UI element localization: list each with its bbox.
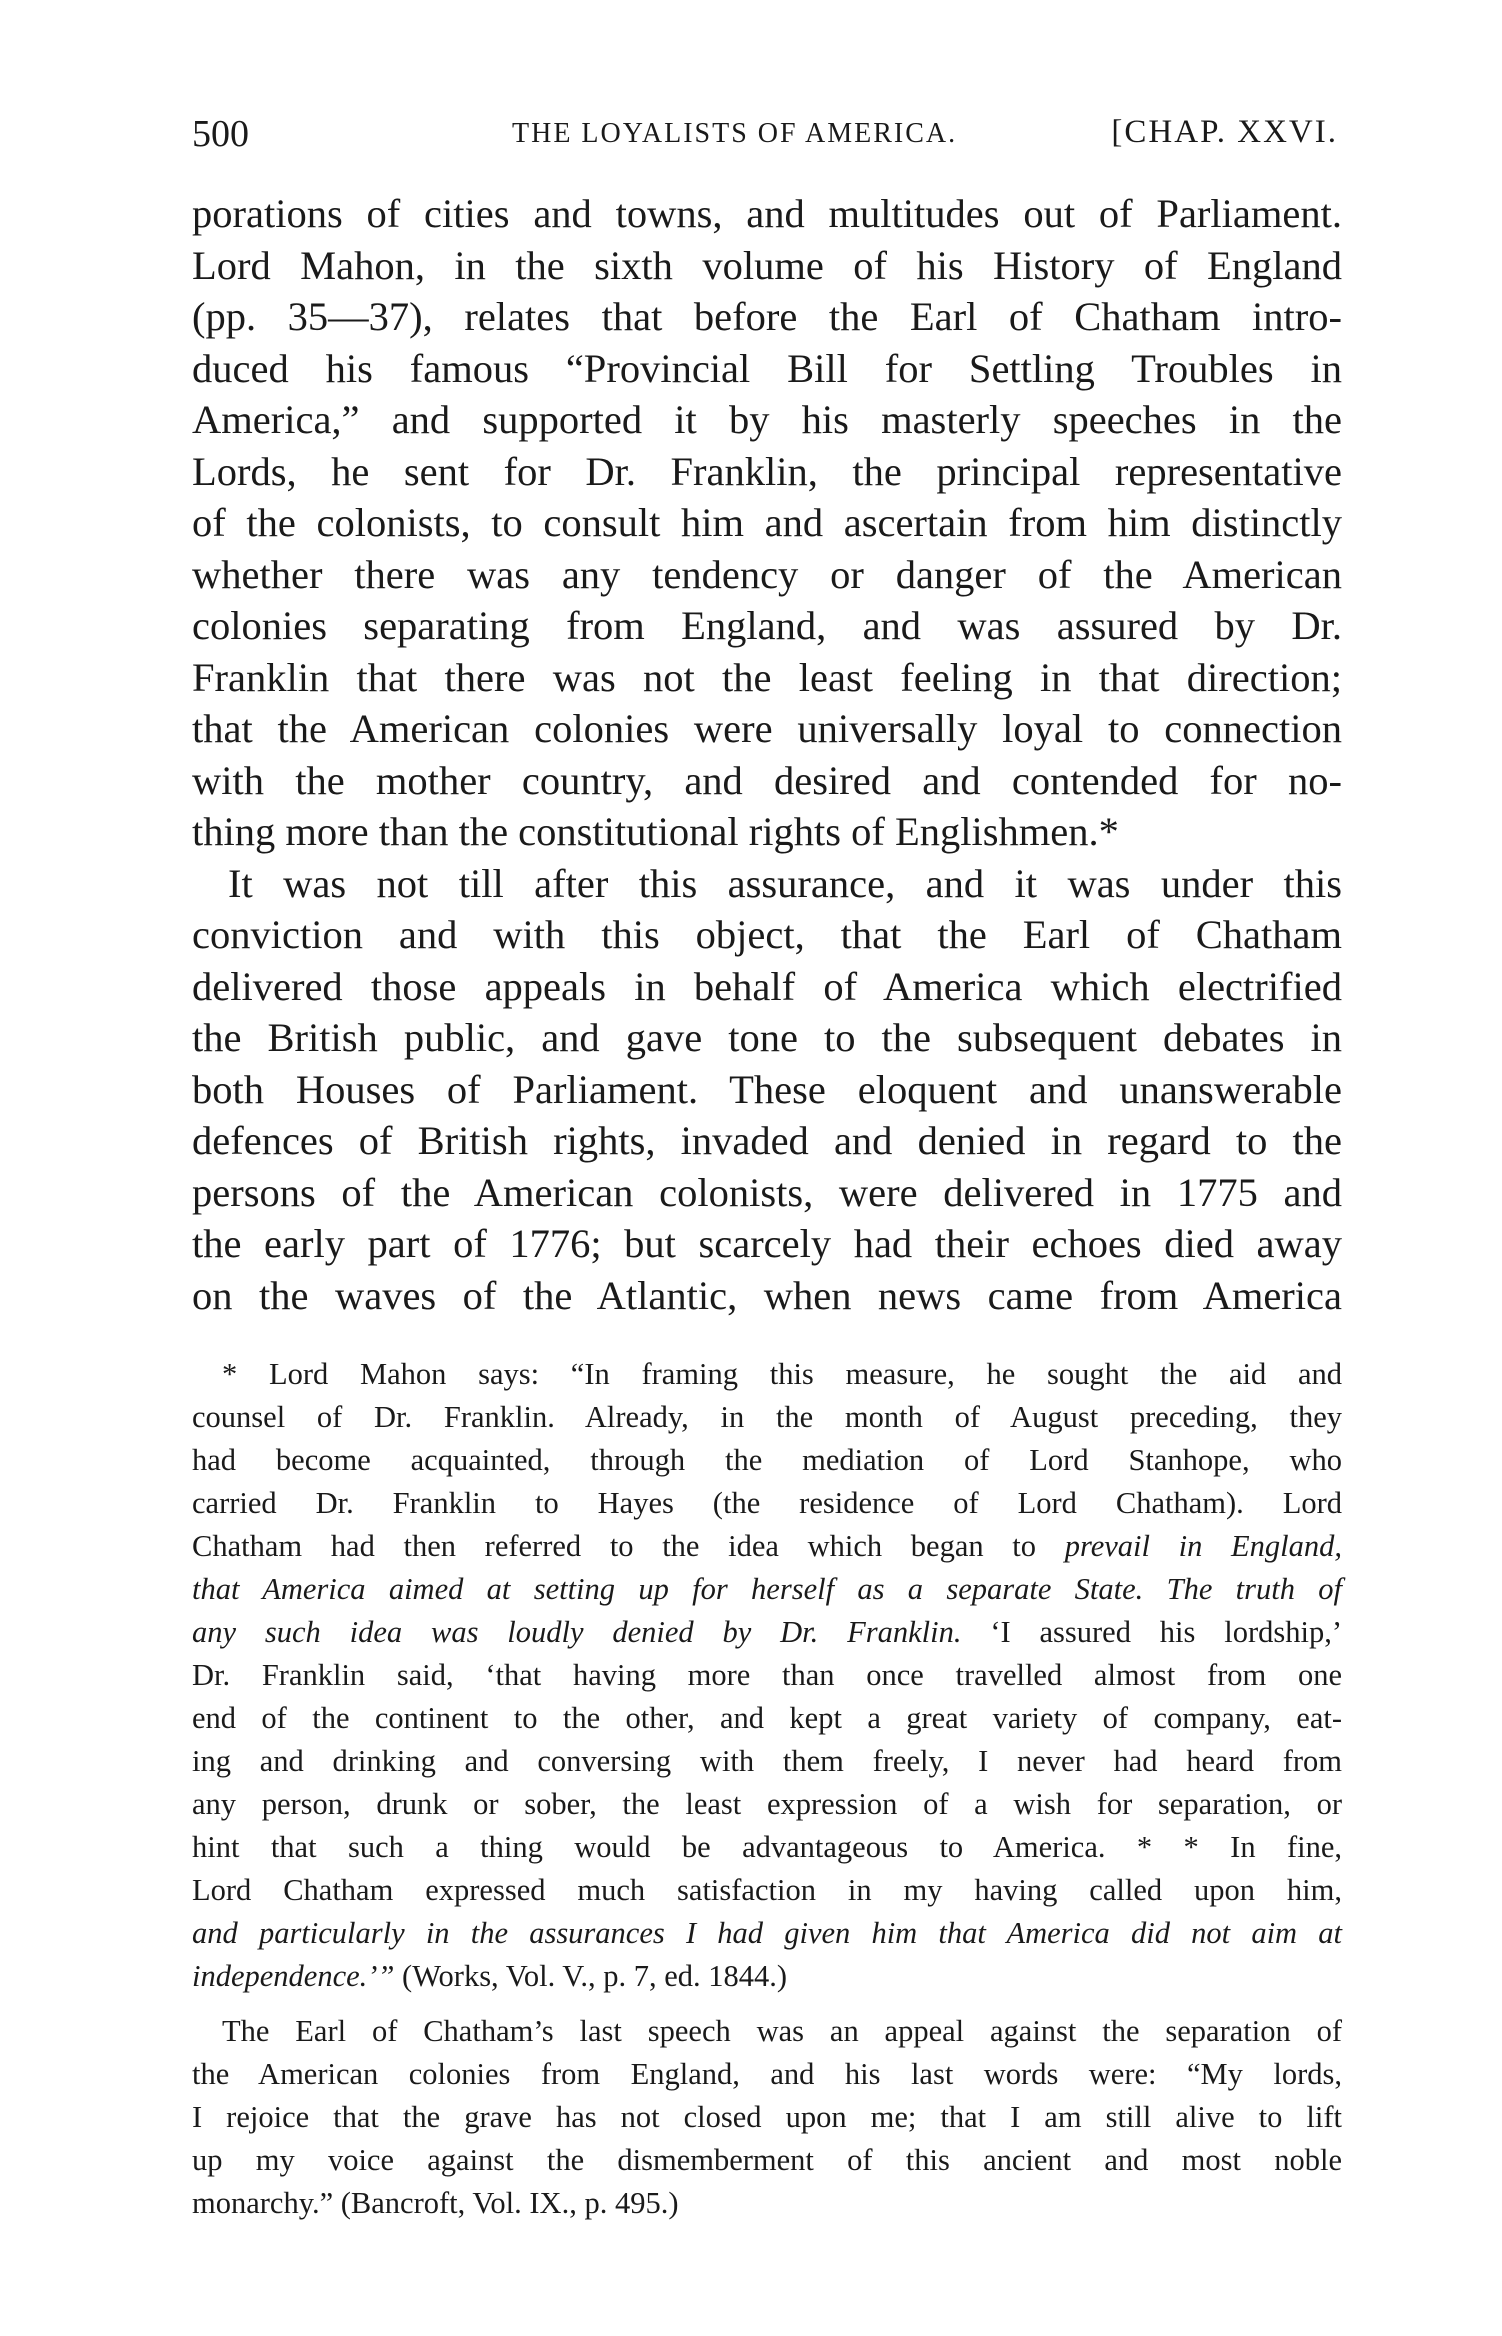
page-number: 500 xyxy=(192,113,249,155)
text-line: It was not till after this assurance, and it was under this xyxy=(228,860,1342,906)
footnote-line: Dr. Franklin said, ‘that having more than once travelled almost from one xyxy=(192,1658,1342,1692)
footnote-line: Lord Chatham expressed much satisfaction in my having called upon him, xyxy=(192,1873,1342,1907)
page-header xyxy=(192,112,1342,164)
text-line: conviction and with this object, that the Earl of Chatham xyxy=(192,912,1342,957)
text-line: Franklin that there was not the least feeling in that direction; xyxy=(192,654,1342,700)
text-line: of the colonists, to consult him and ascertain from him distinctly xyxy=(192,500,1342,545)
text-line: both Houses of Parliament. These eloquent and unanswerable xyxy=(192,1066,1342,1112)
footnote-line xyxy=(192,1955,1342,1998)
text-line: persons of the American colonists, were delivered in 1775 and xyxy=(192,1169,1342,1215)
footnote-line: the American colonies from England, and his last words were: “My lords, xyxy=(192,2057,1342,2091)
footnote-text: ‘I assured his lordship,’ xyxy=(990,1615,1342,1649)
footnote-line xyxy=(192,1568,1342,1611)
text-line: defences of British rights, invaded and denied in regard to the xyxy=(192,1118,1342,1163)
footnote-line: The Earl of Chatham’s last speech was an appeal against the separation of xyxy=(222,2014,1342,2048)
text-line: Lords, he sent for Dr. Franklin, the principal representative xyxy=(192,448,1342,494)
text-line: the British public, and gave tone to the subsequent debates in xyxy=(192,1015,1342,1060)
spacer xyxy=(192,1998,1342,2010)
footnote-line: ing and drinking and conversing with them freely, I never had heard from xyxy=(192,1744,1342,1778)
footnote-italic-text: any such idea was loudly denied by Dr. Franklin. xyxy=(192,1615,962,1649)
footnote-citation: (Works, Vol. V., p. 7, ed. 1844.) xyxy=(394,1959,788,1993)
text-line: Lord Mahon, in the sixth volume of his History of England xyxy=(192,242,1342,288)
footnote-text: Chatham had then referred to the idea which began to xyxy=(192,1529,1065,1563)
footnote-line: had become acquainted, through the mediation of Lord Stanhope, who xyxy=(192,1443,1342,1477)
text-line: delivered those appeals in behalf of America which electrified xyxy=(192,963,1342,1009)
footnote-line xyxy=(192,1611,1342,1654)
footnote xyxy=(192,1353,1342,2225)
footnote-line: * Lord Mahon says: “In framing this measure, he sought the aid and xyxy=(222,1357,1342,1391)
footnote-italic-text: that America aimed at setting up for herself as a separate State. xyxy=(192,1572,1144,1606)
footnote-line: end of the continent to the other, and kept a great variety of company, eat- xyxy=(192,1701,1342,1735)
running-title: THE LOYALISTS OF AMERICA. xyxy=(512,118,958,149)
footnote-line: up my voice against the dismemberment of this ancient and most noble xyxy=(192,2143,1342,2177)
footnote-line xyxy=(192,1912,1342,1955)
chapter-label: [CHAP. XXVI. xyxy=(1111,114,1338,150)
text-line: colonies separating from England, and was assured by Dr. xyxy=(192,603,1342,648)
text-line: on the waves of the Atlantic, when news came from America xyxy=(192,1272,1342,1318)
text-line: America,” and supported it by his masterly speeches in the xyxy=(192,397,1342,442)
paragraph-2 xyxy=(192,858,1342,1322)
footnote-line: hint that such a thing would be advantageous to America. * * In fine, xyxy=(192,1830,1342,1864)
paragraph-1 xyxy=(192,188,1342,858)
text-line: porations of cities and towns, and multitudes out of Parliament. xyxy=(192,191,1342,236)
footnote-line: any person, drunk or sober, the least expression of a wish for separation, or xyxy=(192,1787,1342,1821)
main-text xyxy=(192,188,1342,1321)
footnote-line xyxy=(192,1525,1342,1568)
footnote-italic-text: prevail in England, xyxy=(1064,1529,1342,1563)
footnote-italic-text: The truth of xyxy=(1166,1572,1343,1606)
text-line: duced his famous “Provincial Bill for Settling Troubles in xyxy=(192,345,1342,391)
text-line: thing more than the constitutional rights of Englishmen.* xyxy=(192,809,1119,854)
footnote-italic-text: and particularly in the assurances I had given him that America did not aim at xyxy=(192,1916,1342,1950)
footnote-line: I rejoice that the grave has not closed upon me; that I am still alive to lift xyxy=(192,2100,1342,2134)
footnote-line: monarchy.” (Bancroft, Vol. IX., p. 495.) xyxy=(192,2186,679,2220)
text-line: (pp. 35—37), relates that before the Earl of Chatham intro- xyxy=(192,294,1342,339)
footnote-line: counsel of Dr. Franklin. Already, in the month of August preceding, they xyxy=(192,1400,1342,1434)
footnote-line: carried Dr. Franklin to Hayes (the residence of Lord Chatham). Lord xyxy=(192,1486,1342,1520)
footnote-italic-text: independence.’” xyxy=(192,1959,395,1993)
text-line: whether there was any tendency or danger of the American xyxy=(192,551,1342,597)
text-line: the early part of 1776; but scarcely had their echoes died away xyxy=(192,1221,1342,1266)
text-line: with the mother country, and desired and contended for no- xyxy=(192,757,1342,803)
text-line: that the American colonies were universally loyal to connection xyxy=(192,706,1342,751)
